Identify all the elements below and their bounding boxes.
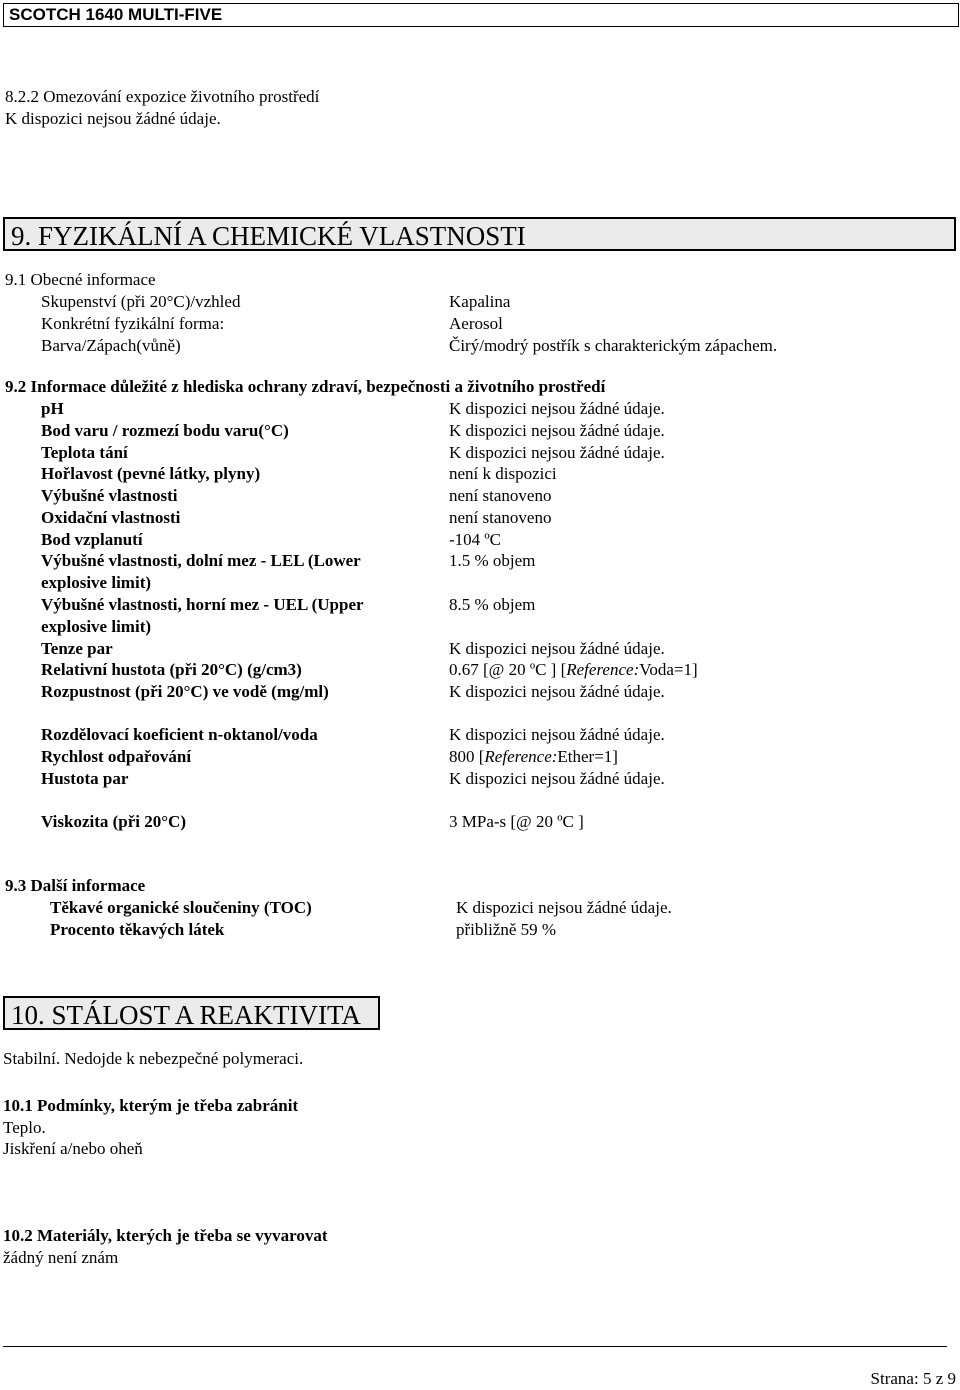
section-10-2-heading: 10.2 Materiály, kterých je třeba se vyvarovat [3,1226,328,1245]
section-10-1-heading: 10.1 Podmínky, kterým je třeba zabránit [3,1096,299,1115]
prop-label-oxidizing: Oxidační vlastnosti [41,508,181,527]
prop-label-flammability: Hořlavost (pevné látky, plyny) [41,464,261,483]
prop-label-solubility: Rozpustnost (při 20°C) ve vodě (mg/ml) [41,682,329,701]
prop-label-voc: Těkavé organické sloučeniny (TOC) [50,898,312,917]
prop-label-uel: Výbušné vlastnosti, horní mez - UEL (Upper explosive limit) [41,595,364,636]
page-number: Strana: 5 z 9 [870,1369,956,1388]
section-9-2-heading: 9.2 Informace důležité z hlediska ochrany zdraví, bezpečnosti a životního prostředí [5,377,606,396]
prop-label-form: Konkrétní fyzikální forma: [41,314,225,333]
prop-label-viscosity: Viskozita (při 20°C) [41,812,186,831]
relative-density-post: Voda=1] [639,660,698,679]
prop-value-solubility: K dispozici nejsou žádné údaje. [449,682,665,701]
prop-label-boiling-point: Bod varu / rozmezí bodu varu(°C) [41,421,289,440]
section-8-2-2-heading: 8.2.2 Omezování expozice životního prostředí [5,87,320,106]
prop-label-flash-point: Bod vzplanutí [41,530,143,549]
prop-value-flash-point: -104 ºC [449,530,502,549]
document-title: SCOTCH 1640 MULTI-FIVE [9,5,223,24]
section-9-3-heading: 9.3 Další informace [5,876,146,895]
footer-divider [3,1346,947,1347]
prop-value-volatiles: přibližně 59 % [456,920,557,939]
section-9-title: 9. FYZIKÁLNÍ A CHEMICKÉ VLASTNOSTI [11,221,526,251]
prop-value-partition-coefficient: K dispozici nejsou žádné údaje. [449,725,665,744]
prop-label-vapor-pressure: Tenze par [41,639,113,658]
prop-label-explosive: Výbušné vlastnosti [41,486,178,505]
relative-density-ref: Reference: [566,660,640,679]
prop-value-flammability: není k dispozici [449,464,557,483]
prop-value-vapor-pressure: K dispozici nejsou žádné údaje. [449,639,665,658]
relative-density-pre: 0.67 [@ 20 ºC ] [ [449,660,567,679]
prop-value-vapor-density: K dispozici nejsou žádné údaje. [449,769,665,788]
prop-label-evaporation-rate: Rychlost odpařování [41,747,192,766]
prop-label-volatiles: Procento těkavých látek [50,920,225,939]
prop-value-lel: 1.5 % objem [449,551,536,570]
document-header-bar [3,3,959,27]
prop-value-color-odor: Čirý/modrý postřík s charakterickým zápachem. [449,336,778,355]
condition-item: Teplo. [3,1118,46,1137]
prop-label-ph: pH [41,399,64,418]
prop-label-melting-point: Teplota tání [41,443,128,462]
section-9-title-box [3,217,956,251]
prop-value-form: Aerosol [449,314,503,333]
prop-label-vapor-density: Hustota par [41,769,129,788]
evaporation-rate-ref: Reference: [484,747,558,766]
prop-label-state: Skupenství (při 20°C)/vzhled [41,292,241,311]
condition-item: Jiskření a/nebo oheň [3,1139,143,1158]
section-10-title-box [3,996,380,1030]
evaporation-rate-pre: 800 [ [449,747,485,766]
prop-value-relative-density [449,659,698,681]
prop-value-evaporation-rate [449,746,618,768]
prop-value-boiling-point: K dispozici nejsou žádné údaje. [449,421,665,440]
prop-value-uel: 8.5 % objem [449,595,536,614]
stability-text: Stabilní. Nedojde k nebezpečné polymeraci. [3,1049,304,1068]
section-8-2-2-text: K dispozici nejsou žádné údaje. [5,109,221,128]
evaporation-rate-post: Ether=1] [557,747,618,766]
prop-value-oxidizing: není stanoveno [449,508,552,527]
prop-value-explosive: není stanoveno [449,486,552,505]
prop-value-ph: K dispozici nejsou žádné údaje. [449,399,665,418]
prop-value-voc: K dispozici nejsou žádné údaje. [456,898,672,917]
section-9-1-heading: 9.1 Obecné informace [5,270,156,289]
section-10-2-text: žádný není znám [3,1248,119,1267]
prop-label-relative-density: Relativní hustota (při 20°C) (g/cm3) [41,660,302,679]
section-10-title: 10. STÁLOST A REAKTIVITA [11,1000,361,1030]
prop-label-partition-coefficient: Rozdělovací koeficient n-oktanol/voda [41,725,318,744]
prop-label-lel: Výbušné vlastnosti, dolní mez - LEL (Lower explosive limit) [41,551,361,592]
prop-value-viscosity: 3 MPa-s [@ 20 ºC ] [449,812,584,831]
prop-value-state: Kapalina [449,292,511,311]
prop-label-color-odor: Barva/Zápach(vůně) [41,336,181,355]
prop-value-melting-point: K dispozici nejsou žádné údaje. [449,443,665,462]
